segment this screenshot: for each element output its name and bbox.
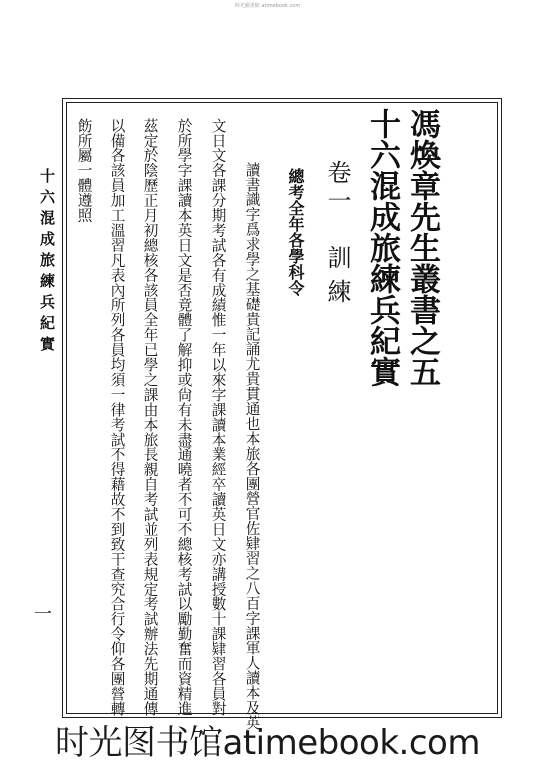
header-watermark: 時光圖書館 atimebook.com xyxy=(234,3,301,9)
order-title: 總考全年各學科令 xyxy=(286,168,305,296)
body-column-3: 於所學字課讀本英日文是否竟體了解抑或尙有未盡通曉者不可不總核考試以勵勤奮而資精進 xyxy=(175,118,193,716)
body-column-2: 文日文各課分期考試各有成績惟一年以來字課讀本業經卒讀英日文亦講授數十課肄習各員對 xyxy=(209,118,227,716)
volume-label: 卷一 xyxy=(323,160,351,216)
body-column-5: 以備各該員加工溫習凡表內所列各員均須一律考試不得藉故不到致干查究合行令仰各團營轉 xyxy=(108,118,126,716)
footer-watermark: 时光图书馆atimebook.com xyxy=(55,723,480,763)
series-title: 馮煥章先生叢書之五 xyxy=(404,108,440,387)
volume-name: 訓練 xyxy=(323,245,351,313)
body-column-6: 飭所屬一體遵照 xyxy=(75,118,93,223)
page-number: 一 xyxy=(34,604,52,625)
body-column-1: 讀書識字爲求學之基礎貴記誦尤貴貫通也本旅各團營官佐肄習之八百字課軍人讀本及英 xyxy=(243,162,261,731)
side-running-title: 十六混成旅練兵紀實 xyxy=(38,168,56,357)
body-column-4: 茲定於陰歷正月初總核各該員全年已學之課由本旅長親自考試並列表規定考試辦法先期通傳 xyxy=(141,118,159,716)
book-title: 十六混成旅練兵紀實 xyxy=(364,108,400,387)
